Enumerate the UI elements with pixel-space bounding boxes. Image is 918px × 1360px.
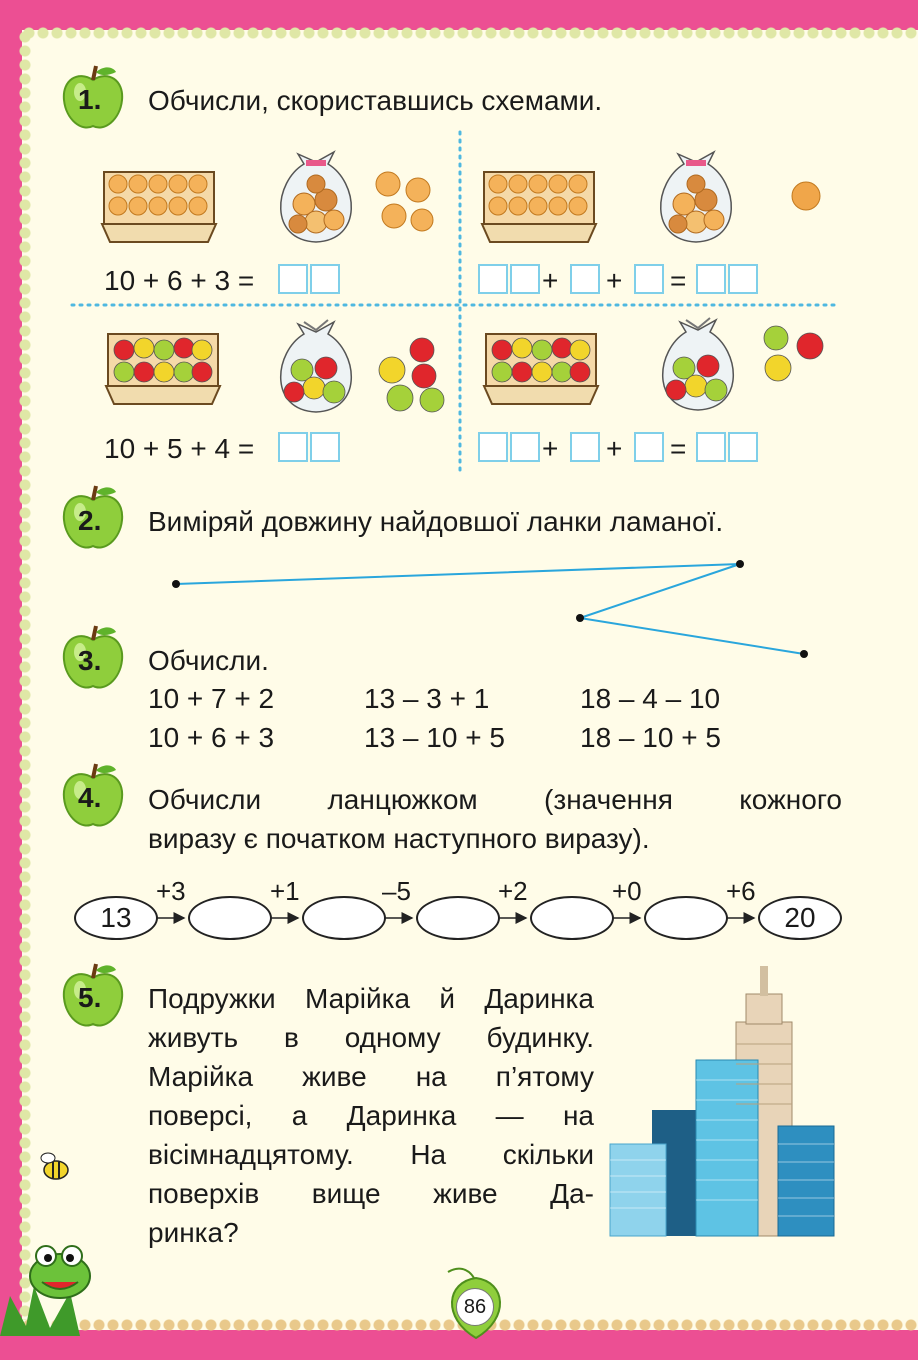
task2-instruction: Виміряй довжину найдовшої ланки ламаної. (148, 506, 724, 537)
expression: 10 + 6 + 3 (148, 722, 275, 753)
chain-operation: –5 (382, 876, 411, 906)
task5-line: вісімнадцятому. На скільки (148, 1139, 594, 1170)
task-number: 2. (78, 505, 102, 536)
chain-operation: +6 (726, 876, 756, 906)
chain-blank-oval[interactable] (416, 896, 500, 940)
bag-icon (648, 142, 744, 246)
answer-boxes[interactable] (278, 264, 340, 294)
task5-line: ринка? (148, 1217, 239, 1248)
expression: 18 – 4 – 10 (580, 683, 721, 714)
answer-boxes[interactable] (478, 432, 540, 462)
buildings-illustration (606, 964, 836, 1238)
chain-end-value: 20 (758, 896, 842, 940)
task-number: 3. (78, 645, 102, 676)
top-border-decoration (22, 26, 918, 40)
answer-box[interactable] (634, 264, 664, 294)
chain-blank-oval[interactable] (644, 896, 728, 940)
plus-sign: + (542, 265, 559, 296)
chain-operation: +2 (498, 876, 528, 906)
equals-sign: = (670, 433, 687, 464)
answer-box[interactable] (634, 432, 664, 462)
plus-sign: + (606, 433, 623, 464)
equation-top-left: 10 + 6 + 3 = (104, 265, 255, 296)
task5-line: поверсі, а Даринка — на (148, 1100, 594, 1131)
equals-sign: = (670, 265, 687, 296)
answer-boxes[interactable] (696, 432, 758, 462)
frog-illustration (0, 1236, 120, 1336)
task4-instruction-line2: виразу є початком наступного виразу). (148, 823, 650, 854)
task-number: 5. (78, 982, 102, 1013)
expression: 10 + 7 + 2 (148, 683, 275, 714)
plus-sign: + (542, 433, 559, 464)
task5-line: Подружки Марійка й Даринка (148, 983, 594, 1014)
equation-bottom-left: 10 + 5 + 4 = (104, 433, 255, 464)
answer-box[interactable] (570, 432, 600, 462)
answer-boxes[interactable] (478, 264, 540, 294)
task5-line: живуть в одному будинку. (148, 1022, 594, 1053)
bag-icon (268, 312, 364, 416)
expression: 13 – 3 + 1 (364, 683, 490, 714)
chain-blank-oval[interactable] (188, 896, 272, 940)
crate-icon (480, 168, 598, 244)
task-number: 1. (78, 84, 102, 115)
task-number: 4. (78, 782, 102, 813)
chain-start-value: 13 (74, 896, 158, 940)
chain-blank-oval[interactable] (530, 896, 614, 940)
crate-icon (104, 330, 222, 406)
expression: 18 – 10 + 5 (580, 722, 721, 753)
task3-instruction: Обчисли. (148, 645, 269, 676)
chain-operation: +1 (270, 876, 300, 906)
apple-fruit-icon (372, 334, 452, 414)
plus-sign: + (606, 265, 623, 296)
cookie-icon (370, 168, 440, 238)
chain-blank-oval[interactable] (302, 896, 386, 940)
cookie-icon (788, 178, 824, 214)
answer-boxes[interactable] (278, 432, 340, 462)
chain-operation: +0 (612, 876, 642, 906)
task1-instruction: Обчисли, скориставшись схемами. (148, 85, 603, 116)
chain-operation: +3 (156, 876, 186, 906)
left-border-decoration (18, 30, 32, 1320)
answer-boxes[interactable] (696, 264, 758, 294)
crate-icon (100, 168, 218, 244)
task4-instruction-line1: Обчисли ланцюжком (значення кожного (148, 784, 842, 815)
page-number: 86 (456, 1288, 494, 1326)
task5-line: Марійка живе на п’ятому (148, 1061, 594, 1092)
apple-fruit-icon (758, 322, 830, 386)
answer-box[interactable] (570, 264, 600, 294)
task5-line: поверхів вище живе Да- (148, 1178, 594, 1209)
bag-icon (650, 310, 746, 414)
crate-icon (482, 330, 600, 406)
bag-icon (268, 142, 364, 246)
expression: 13 – 10 + 5 (364, 722, 505, 753)
bee-icon (36, 1150, 72, 1182)
